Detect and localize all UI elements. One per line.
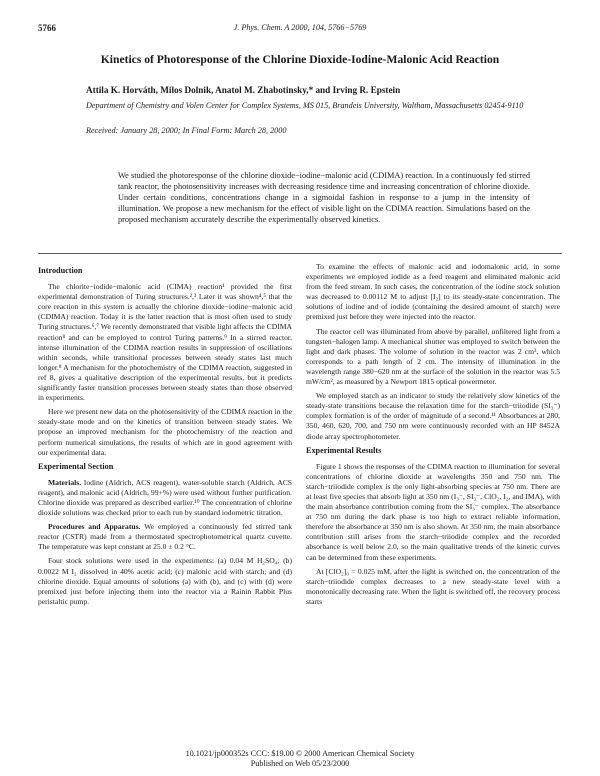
right-paragraph-1: To examine the effects of malonic acid and iodomalonic acid, in some experiments we employed iodide as a feed reagent and eliminated malonic acid from the feed stream. In such cases, the concentration of the iodine stock solution was decreased to 0.00112 M to adjust [I₂] to its steady-state concentration. The solutions of iodine and of iodide (containing the desired amount of starch) were premixed just before they were injected into the reactor. xyxy=(306,262,560,322)
page-number: 5766 xyxy=(38,23,56,33)
procedures-text: We employed a continuously fed stirred tank reactor (CSTR) made from a thermostated spectrophotometrical quartz cuvette. The temperature was kept constant at 25.0 ± 0.2 °C. xyxy=(38,522,292,552)
abstract: We studied the photoresponse of the chlorine dioxide−iodine−malonic acid (CDIMA) reaction. In a continuously fed stirred tank reactor, the photosensitivity increases with decreasing residence time and increasing concentration of chlorine dioxide. Under certain conditions, concentrations change in a sigmoidal fashion in response to a jump in the intensity of illumination. We propose a new mechanism for the effect of visible light on the CDIMA reaction. Simulations based on the proposed mechanism accurately describe the experimentally observed kinetics. xyxy=(118,171,530,225)
received-dates: Received: January 28, 2000; In Final Form: March 28, 2000 xyxy=(86,126,287,135)
results-heading: Experimental Results xyxy=(306,445,382,455)
materials-label: Materials. xyxy=(48,477,82,487)
footer-published: Published on Web 05/23/2000 xyxy=(250,759,350,768)
section-divider xyxy=(38,253,562,254)
article-title: Kinetics of Photoresponse of the Chlorine Dioxide-Iodine-Malonic Acid Reaction xyxy=(100,53,500,66)
results-paragraph-1: Figure 1 shows the responses of the CDIMA reaction to illumination for several concentrations of chlorine dioxide at wavelengths 350 and 750 nm. The starch−triiodide complex is the only light-absorbing species at 750 nm. There are at least five species that absorb light at 350 nm (I₃⁻, SI₃⁻, ClO₂, I₂, and IMA), with the main absorbance contribution coming from the SI₃⁻ complex. The absorbance at 750 nm during the dark phase is too high to extract reliable information, therefore the absorbance at 350 nm is also shown. At 350 nm, the main absorbance contribution still arises from the starch−triiodide complex and the recorded absorbance is well below 2.0, so the main qualitative trends of the kinetic curves can be determined from these experiments. xyxy=(306,461,560,562)
journal-citation: J. Phys. Chem. A 2000, 104, 5766−5769 xyxy=(233,23,367,32)
procedures-paragraph xyxy=(38,522,292,552)
results-paragraph-2: At [ClO₂]₀ = 0.025 mM, after the light is switched on, the concentration of the starch−triiodide complex decreases to a new steady-state level with a monotonically decreasing rate. When the light is switched off, the recovery process starts xyxy=(306,566,560,606)
materials-paragraph xyxy=(38,478,292,518)
intro-paragraph-1: The chlorite−iodide−malonic acid (CIMA) reaction¹ provided the first experimental demonstration of Turing structures.²,³ Later it was shown⁴,⁵ that the core reaction in this system is actually the chlorine dioxide−iodine−malonic acid (CDIMA) reaction. Today it is the latter reaction that is most often used to study Turing structures.⁶,⁷ We recently demonstrated that visible light affects the CDIMA reaction⁸ and can be employed to control Turing patterns.⁹ In a stirred reactor, intense illumination of the CDIMA reaction results in suppression of oscillations within seconds, while transitional processes between steady states last much longer.⁸ A mechanism for the photochemistry of the CDIMA reaction, suggested in ref 8, gives a qualitative description of the experimental results, but it predicts significantly faster transition processes between steady states than those observed in experiments. xyxy=(38,282,292,403)
footer-doi: 10.1021/jp000352s CCC: $19.00 © 2000 American Chemical Society xyxy=(185,749,415,758)
author-list: Attila K. Horváth, Milos Dolnik, Anatol M. Zhabotinsky,* and Irving R. Epstein xyxy=(86,85,401,95)
procedures-label: Procedures and Apparatus. xyxy=(48,522,141,532)
introduction-heading: Introduction xyxy=(38,266,83,275)
materials-text: Iodine (Aldrich, ACS reagent), water-soluble starch (Aldrich, ACS reagent), and malonic acid (Aldrich, 99+%) were used without further purification. Chlorine dioxide was prepared as described earlier.¹⁰ The concentration of chlorine dioxide solutions was checked prior to each run by standard iodometric titration. xyxy=(38,477,292,518)
left-column xyxy=(38,262,292,611)
right-paragraph-2: The reactor cell was illuminated from above by parallel, unfiltered light from a tungsten−halogen lamp. A mechanical shutter was employed to switch between the light and dark phases. The volume of solution in the reactor was 2 cm³, which corresponds to a path length of 2 cm. The intensity of illumination in the wavelength range 380−620 nm at the surface of the solution in the reactor was 5.5 mW/cm², as measured by a Newport 1815 optical powermeter. xyxy=(306,326,560,387)
experimental-heading: Experimental Section xyxy=(38,461,114,471)
intro-paragraph-2: Here we present new data on the photosensitivity of the CDIMA reaction in the steady-state mode and on the kinetics of transition between steady states. We propose an improved mechanism for the photochemistry of the reaction and perform numerical simulations, the results of which are in good agreement with our experimental data. xyxy=(38,407,292,457)
right-paragraph-3: We employed starch as an indicator to study the relatively slow kinetics of the steady-state transitions because the relaxation time for the starch−triiodide (SI₃⁻) complex formation is of the order of magnitude of a second.¹¹ Absorbances at 280, 350, 460, 620, 700, and 750 nm were continuously recorded with an HP 8452A diode array spectrophotometer. xyxy=(306,391,560,441)
affiliation: Department of Chemistry and Volen Center for Complex Systems, MS 015, Brandeis University, Waltham, Massachusetts 02454-9110 xyxy=(86,101,524,110)
stock-solutions-paragraph: Four stock solutions were used in the experiments: (a) 0.04 M H₂SO₄; (b) 0.0022 M I₂ dissolved in 40% acetic acid; (c) malonic acid with starch; and (d) chlorine dioxide. Equal amounts of solutions (a) with (b), and (c) with (d) were premixed just before injecting them into the reactor via a Rainin Rabbit Plus peristaltic pump. xyxy=(38,556,292,606)
right-column xyxy=(306,262,560,611)
